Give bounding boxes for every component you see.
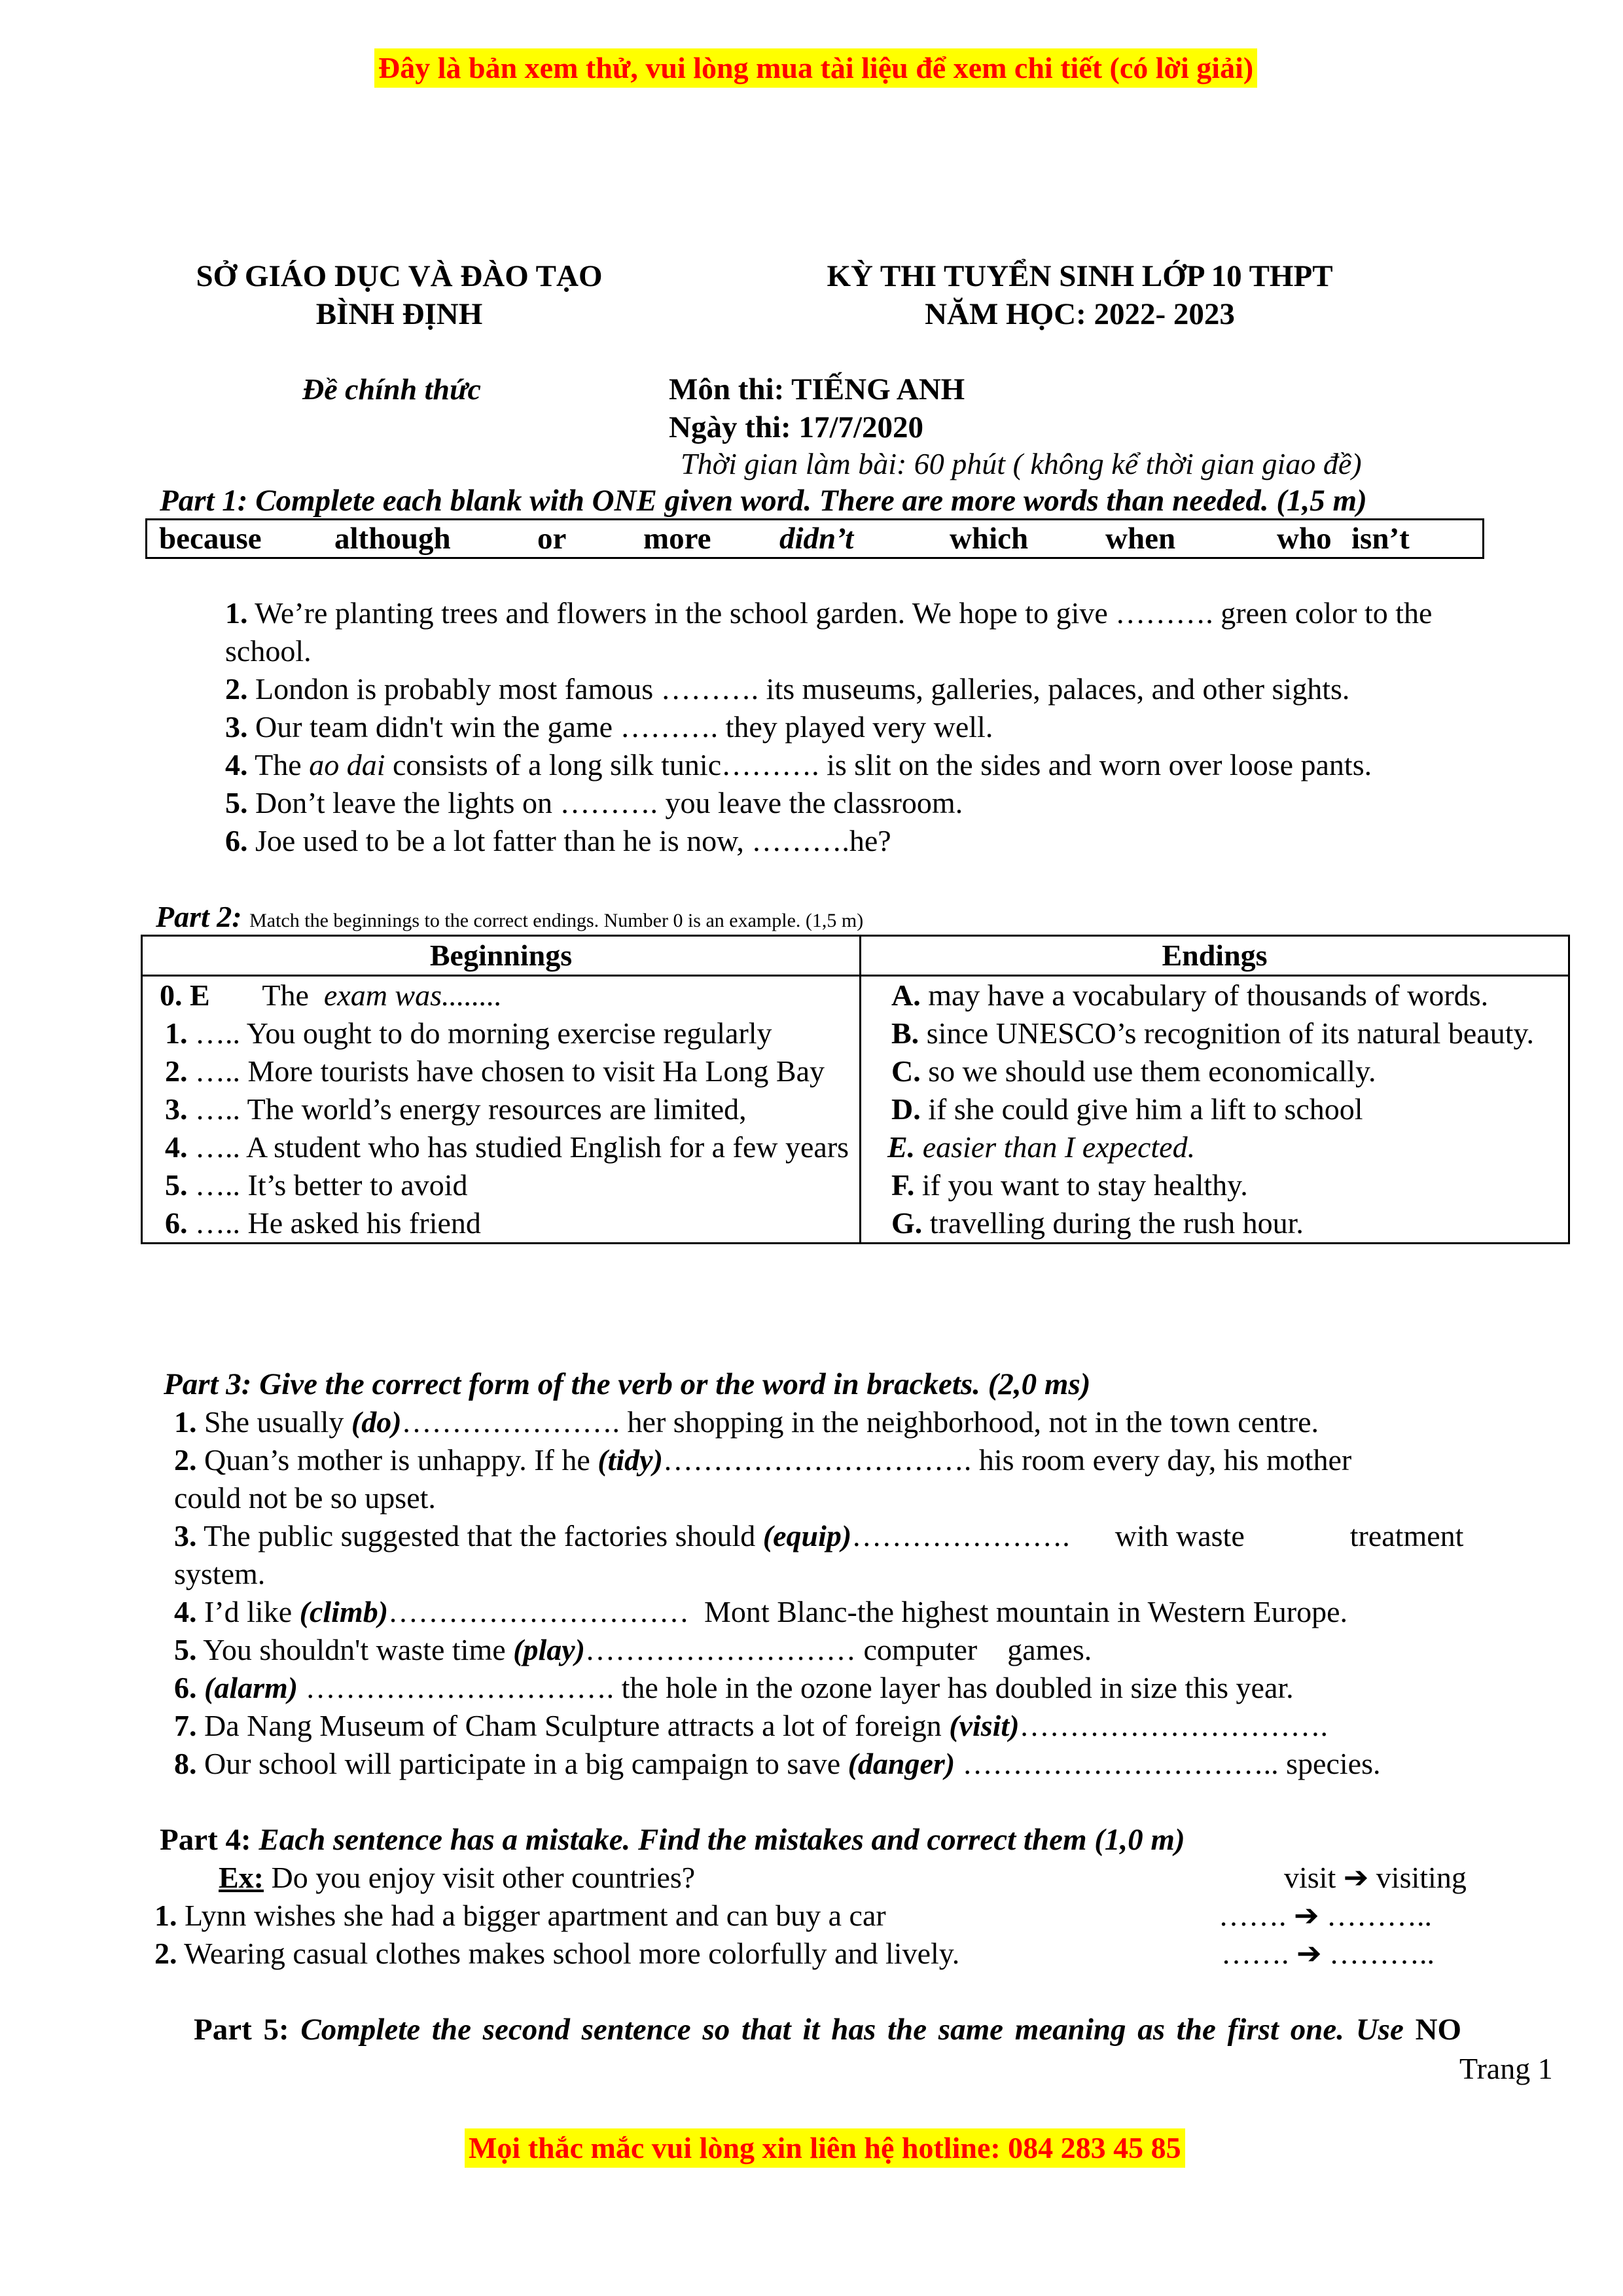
word-option: isn’t [1351, 522, 1410, 556]
part3-item: 3. The public suggested that the factories should (equip)…………………. with waste treatment [174, 1519, 1464, 1552]
exam-duration: Thời gian làm bài: 60 phút ( không kể thời gian giao đề) [681, 447, 1362, 480]
arrow-right-icon: ➔ [1343, 1861, 1369, 1894]
part4-item: 1. Lynn wishes she had a bigger apartment and can buy a car [154, 1899, 886, 1932]
endings-cell [861, 976, 1569, 1244]
beginning-item: 2. ….. More tourists have chosen to visit Ha Long Bay [165, 1054, 825, 1088]
ending-item: C. so we should use them economically. [891, 1054, 1376, 1088]
beginning-item: 1. ….. You ought to do morning exercise regularly [165, 1016, 772, 1050]
word-option: didn’t [779, 522, 854, 556]
beginning-item: 5. ….. It’s better to avoid [165, 1168, 468, 1202]
ending-item: F. if you want to stay healthy. [891, 1168, 1248, 1202]
part1-item: 5. Don’t leave the lights on ………. you leave the classroom. [225, 786, 963, 819]
header-left-line1: SỞ GIÁO DỤC VÀ ĐÀO TẠO [196, 259, 603, 293]
part1-item: 6. Joe used to be a lot fatter than he is now, ……….he? [225, 824, 891, 857]
part4-example: Ex: Do you enjoy visit other countries? [219, 1861, 696, 1894]
word-box [145, 518, 1484, 559]
part3-item: 1. She usually (do)…………………. her shopping in the neighborhood, not in the town centre. [174, 1405, 1319, 1439]
official-label: Đề chính thức [302, 372, 481, 406]
ending-item: D. if she could give him a lift to school [891, 1092, 1363, 1126]
part1-title: Part 1: Complete each blank with ONE given word. There are more words than needed. (1,5 m) [160, 484, 1367, 518]
part4-answer: ……. ➔ ……….. [1221, 1937, 1435, 1970]
page-number: Trang 1 [1459, 2052, 1553, 2085]
word-option: who [1277, 522, 1332, 556]
part4-item: 2. Wearing casual clothes makes school more colorfully and lively. [154, 1937, 960, 1970]
part3-title: Part 3: Give the correct form of the verb or the word in brackets. (2,0 ms) [164, 1367, 1091, 1401]
subject-line: Môn thi: TIẾNG ANH [669, 372, 965, 406]
arrow-right-icon: ➔ [1296, 1937, 1322, 1970]
word-option: which [950, 522, 1029, 556]
arrow-right-icon: ➔ [1294, 1899, 1319, 1932]
ending-item: B. since UNESCO’s recognition of its natural beauty. [891, 1016, 1535, 1050]
part4-example-answer: visit ➔ visiting [1284, 1861, 1467, 1894]
exam-date: Ngày thi: 17/7/2020 [669, 410, 924, 444]
part3-item: could not be so upset. [174, 1481, 436, 1515]
part1-item: 1. We’re planting trees and flowers in the school garden. We hope to give ………. green color to the [225, 596, 1433, 630]
part3-item: 4. I’d like (climb)………………………… Mont Blanc-the highest mountain in Western Europe. [174, 1595, 1348, 1628]
part1-item: 2. London is probably most famous ………. its museums, galleries, palaces, and other sights. [225, 672, 1350, 706]
part4-answer: ……. ➔ ……….. [1219, 1899, 1433, 1932]
part1-item: 4. The ao dai consists of a long silk tunic………. is slit on the sides and worn over loose pants. [225, 748, 1372, 781]
ending-item: A. may have a vocabulary of thousands of words. [891, 978, 1489, 1012]
part3-item: 5. You shouldn't waste time (play)……………………… computer games. [174, 1633, 1092, 1666]
part2-heading: Part 2: Match the beginnings to the correct endings. Number 0 is an example. (1,5 m) [156, 900, 864, 933]
word-option: although [334, 522, 451, 556]
beginning-item: 4. ….. A student who has studied English for a few years [165, 1130, 849, 1164]
part5-title: Part 5: Complete the second sentence so that it has the same meaning as the first one. Use NO [194, 2013, 1462, 2047]
word-option: because [159, 522, 262, 556]
beginnings-cell [142, 976, 861, 1244]
top-banner: Đây là bản xem thử, vui lòng mua tài liệu để xem chi tiết (có lời giải) [374, 48, 1257, 88]
bottom-banner: Mọi thắc mắc vui lòng xin liên hệ hotline: 084 283 45 85 [465, 2128, 1185, 2168]
part3-item: 8. Our school will participate in a big campaign to save (danger) ………………………….. species. [174, 1747, 1381, 1780]
word-option: or [537, 522, 567, 556]
part3-item: 6. (alarm) …………………………. the hole in the ozone layer has doubled in size this year. [174, 1671, 1294, 1704]
header-right-line2: NĂM HỌC: 2022- 2023 [925, 297, 1235, 331]
col-endings: Endings [861, 936, 1569, 976]
part1-item: 3. Our team didn't win the game ………. they played very well. [225, 710, 993, 744]
col-beginnings: Beginnings [142, 936, 861, 976]
ending-item: G. travelling during the rush hour. [891, 1206, 1304, 1240]
header-right-line1: KỲ THI TUYỂN SINH LỚP 10 THPT [827, 259, 1333, 293]
part4-title: Part 4: Each sentence has a mistake. Find the mistakes and correct them (1,0 m) [160, 1823, 1185, 1857]
ending-item: E. easier than I expected. [887, 1130, 1196, 1164]
part3-item: system. [174, 1557, 266, 1590]
header-left-line2: BÌNH ĐỊNH [315, 297, 483, 331]
part3-item: 7. Da Nang Museum of Cham Sculpture attracts a lot of foreign (visit)…………………………. [174, 1709, 1329, 1742]
part1-item: school. [225, 634, 312, 668]
word-option: when [1105, 522, 1176, 556]
beginning-item: 0. E The exam was........ [160, 978, 503, 1012]
word-option: more [643, 522, 711, 556]
matching-table [141, 935, 1570, 1244]
part3-item: 2. Quan’s mother is unhappy. If he (tidy)…………………………. his room every day, his mother [174, 1443, 1352, 1477]
beginning-item: 6. ….. He asked his friend [165, 1206, 481, 1240]
beginning-item: 3. ….. The world’s energy resources are limited, [165, 1092, 747, 1126]
